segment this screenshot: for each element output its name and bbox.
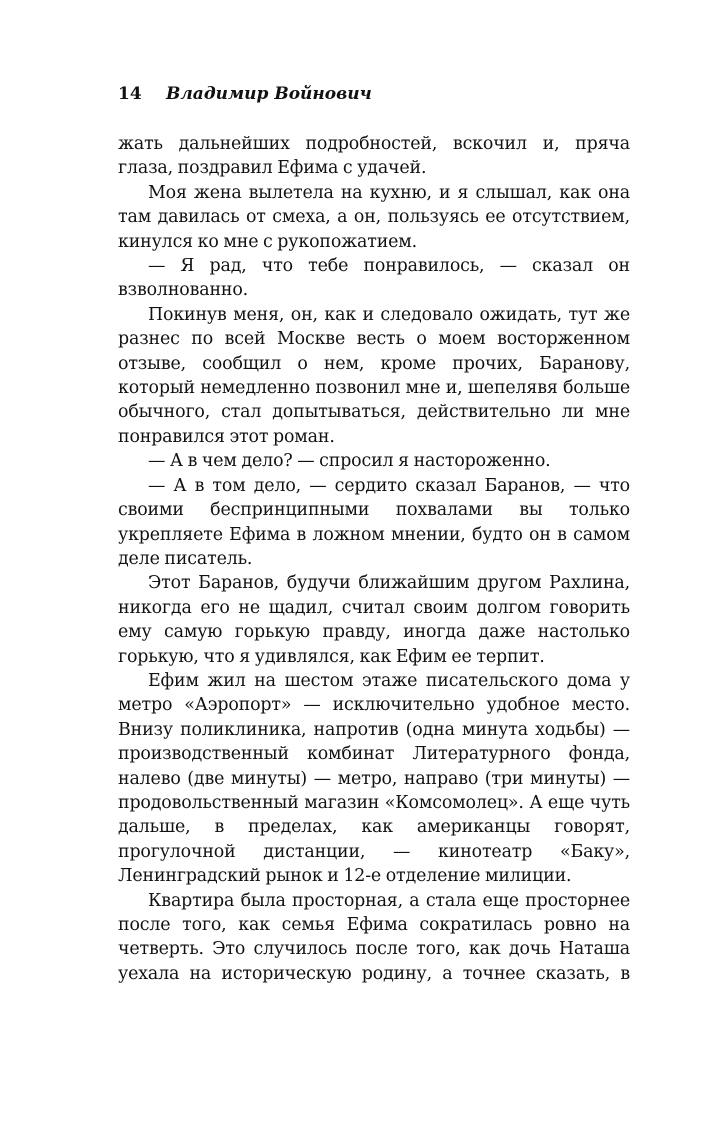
paragraph-7: Этот Баранов, будучи ближайшим другом Рахлина, никогда его не щадил, считал своим долгом говорить ему самую горькую правду, иногда даже настолько горькую, что я удивлялся, как Ефим ее терпит. <box>118 573 630 667</box>
paragraph-5: — А в чем дело? — спросил я настороженно. <box>148 451 551 472</box>
body-text <box>118 132 630 986</box>
page-header <box>118 84 630 114</box>
paragraph-2: Моя жена вылетела на кухню, и я слышал, как она там давилась от смеха, а он, пользуясь ее отсутствием, кинулся ко мне с рукопожатием. <box>118 182 630 252</box>
page-number: 14 <box>118 84 142 104</box>
paragraph-4: Покинув меня, он, как и следовало ожидать, тут же разнес по всей Москве весть о моем восторженном отзыве, сообщил о нем, кроме прочих, Баранову, который немедленно позвонил мне и, шепелявя больше обычного, стал допытываться, действительно ли мне понравился этот роман. <box>118 304 630 447</box>
paragraph-8: Ефим жил на шестом этаже писательского дома у метро «Аэропорт» — исключительно удобное место. Внизу поликлиника, напротив (одна минута ходьбы) — производственный комбинат Литературного фонда, налево (две минуты) — метро, направо (три минуты) — продовольственный магазин «Комсомолец». А еще чуть дальше, в пределах, как американцы говорят, прогулочной дистанции, — кинотеатр «Баку», Ленинградский рынок и 12-е отделение милиции. <box>118 670 630 887</box>
book-page <box>118 84 630 986</box>
paragraph-3: — Я рад, что тебе понравилось, — сказал он взволнованно. <box>118 256 630 301</box>
paragraph-9: Квартира была просторная, а стала еще просторнее после того, как семья Ефима сократилась ровно на четверть. Это случилось после того, как дочь Наташа уехала на историческую родину, а точнее сказать, в <box>118 890 630 984</box>
paragraph-6: — А в том дело, — сердито сказал Баранов, — что своими беспринципными похвалами вы только укрепляете Ефима в ложном мнении, будто он в самом деле писатель. <box>118 475 630 569</box>
running-head: Владимир Войнович <box>166 84 372 104</box>
paragraph-1: жать дальнейших подробностей, вскочил и, пряча глаза, поздравил Ефима с удачей. <box>118 134 630 179</box>
